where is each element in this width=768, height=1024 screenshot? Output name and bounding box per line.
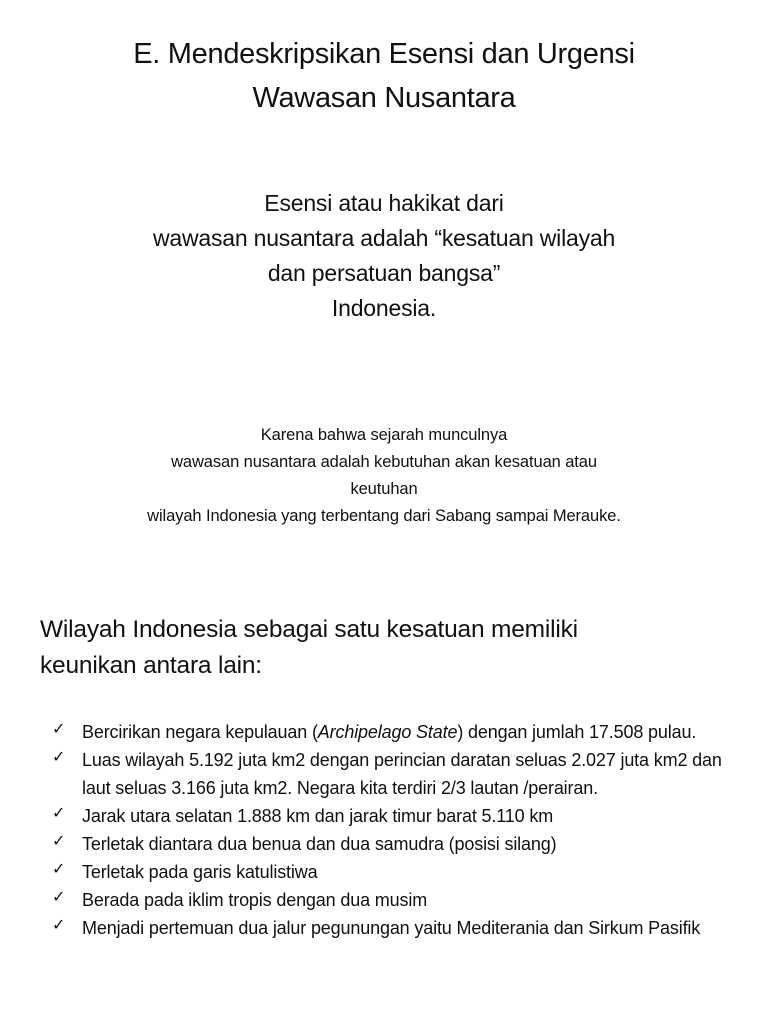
reason-line: Karena bahwa sejarah munculnya xyxy=(260,426,508,444)
uniqueness-list xyxy=(48,718,728,942)
checkmark-icon: ✓ xyxy=(52,721,66,738)
list-item xyxy=(48,718,728,746)
text-segment: Bercirikan negara kepulauan ( xyxy=(82,722,318,742)
checkmark-icon: ✓ xyxy=(52,805,66,822)
list-item-text: Terletak diantara dua benua dan dua samudra (posisi silang) xyxy=(82,834,557,854)
reason-line: wawasan nusantara adalah kebutuhan akan kesatuan atau xyxy=(171,453,597,471)
reason-line: wilayah Indonesia yang terbentang dari Sabang sampai Merauke. xyxy=(147,507,621,525)
slide-uniqueness xyxy=(0,560,768,1024)
italic-term: Archipelago State xyxy=(317,722,458,742)
text-segment: ) dengan jumlah 17.508 pulau. xyxy=(457,722,697,742)
list-item xyxy=(48,914,728,942)
list-item-text: Jarak utara selatan 1.888 km dan jarak timur barat 5.110 km xyxy=(82,806,554,826)
checkmark-icon: ✓ xyxy=(52,917,66,934)
reason-line: keutuhan xyxy=(350,480,418,498)
list-item-text: Berada pada iklim tropis dengan dua musim xyxy=(82,890,428,910)
list-item-text: Luas wilayah 5.192 juta km2 dengan perincian daratan seluas 2.027 juta km2 dan laut seluas 3.166 juta km2. Negara kita terdiri 2/3 lautan /perairan. xyxy=(82,750,722,798)
list-item xyxy=(48,886,728,914)
essence-statement xyxy=(0,186,768,326)
list-item-text: Terletak pada garis katulistiwa xyxy=(82,862,318,882)
checkmark-icon: ✓ xyxy=(52,833,66,850)
list-item-text: Menjadi pertemuan dua jalur pegunungan yaitu Mediterania dan Sirkum Pasifik xyxy=(82,918,701,938)
essence-line: dan persatuan bangsa” xyxy=(267,260,501,286)
title-line: E. Mendeskripsikan Esensi dan Urgensi xyxy=(133,38,635,70)
heading-line: Wilayah Indonesia sebagai satu kesatuan memiliki xyxy=(40,616,578,643)
list-item xyxy=(48,858,728,886)
checkmark-icon: ✓ xyxy=(52,889,66,906)
checkmark-icon: ✓ xyxy=(52,749,66,766)
slide-title xyxy=(0,32,768,120)
heading-line: keunikan antara lain: xyxy=(40,652,262,679)
list-item xyxy=(48,830,728,858)
title-line: Wawasan Nusantara xyxy=(252,82,516,114)
list-item-text xyxy=(82,722,696,742)
essence-line: wawasan nusantara adalah “kesatuan wilayah xyxy=(152,225,616,251)
list-item xyxy=(48,802,728,830)
reason-paragraph xyxy=(0,422,768,530)
section-heading xyxy=(40,612,740,684)
essence-line: Indonesia. xyxy=(331,295,437,321)
checkmark-icon: ✓ xyxy=(52,861,66,878)
list-item xyxy=(48,746,728,802)
essence-line: Esensi atau hakikat dari xyxy=(264,190,504,216)
